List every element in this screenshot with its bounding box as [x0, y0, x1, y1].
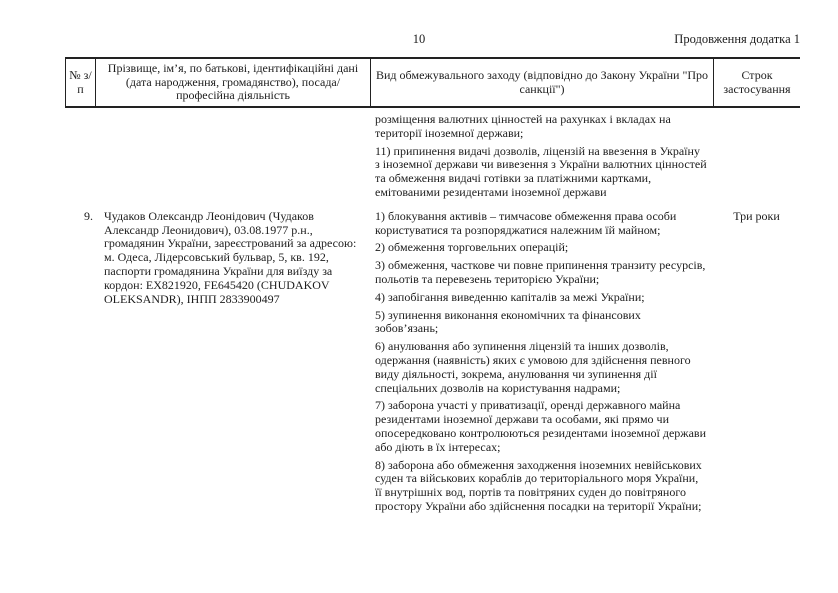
measure-paragraph: 5) зупинення виконання економічних та фінансових зобов’язань;: [375, 307, 641, 336]
row-number-cell: [65, 108, 95, 113]
column-header-term: Строк застосування: [713, 59, 800, 106]
measure-paragraph: 1) блокування активів – тимчасове обмеження права особи користуватися та розпоряджатися належним їй майном;: [375, 208, 677, 237]
person-cell: Чудаков Олександр Леонідович (Чудаков Александр Леонидович), 03.08.1977 р.н., громадянин України, зареєстрований за адресою: м. Одеса, Лідерсовський бульвар, 5, кв. 192, паспорти громадянина України для виїзду за кордон: EX821920, FE645420 (CHUDAKOV OLEKSANDR), ІНПП 2833900497: [104, 208, 357, 306]
column-header-measures: Вид обмежувального заходу (відповідно до Закону України "Про санкції"): [370, 59, 713, 106]
measure-paragraph: 8) заборона або обмеження заходження іноземних невійськових суден та військових кораблів до територіального моря України, її внутрішніх вод, портів та повітряних суден до повітряного простору України або здійснення посадки на території України;: [375, 457, 702, 513]
row-number-cell: 9.: [84, 208, 93, 223]
measures-cell: [370, 210, 713, 518]
measures-cell: [370, 108, 713, 204]
table-header-row: [65, 57, 800, 108]
person-cell: [95, 108, 370, 113]
measure-paragraph: 11) припинення видачі дозволів, ліцензій на ввезення в Україну з іноземної держави чи вивезення з України валютних цінностей та обмеження видачі готівки за платіжними картками, емітованими резидентами іноземної держави: [375, 143, 707, 199]
measure-paragraph: розміщення валютних цінностей на рахунках і вкладах на території іноземної держави;: [375, 112, 671, 140]
measure-paragraph: 2) обмеження торговельних операцій;: [375, 240, 569, 255]
measure-paragraph: 7) заборона участі у приватизації, оренді державного майна резидентами іноземної держави та особами, які прямо чи опосередковано контролюються резидентами іноземної держави або діють в їх інтересах;: [375, 398, 706, 454]
measure-paragraph: 6) анулювання або зупинення ліцензій та інших дозволів, одержання (наявність) яких є умовою для здійснення певного виду діяльності, зокрема, анулювання чи зупинення дії спеціальних дозволів на користування надрами;: [375, 339, 691, 395]
page-header: [0, 32, 838, 47]
continuation-note: Продовження додатка 1: [674, 32, 800, 46]
sanctions-table: [65, 57, 800, 518]
term-cell: Три роки: [733, 208, 780, 223]
page-number: 10: [412, 32, 426, 46]
column-header-num: № з/п: [65, 59, 95, 106]
column-header-person: Прізвище, ім’я, по батькові, ідентифікаційні дані (дата народження, громадянство), посада/професійна діяльність: [95, 59, 370, 106]
measure-paragraph: 4) запобігання виведенню капіталів за межі України;: [375, 289, 645, 304]
table-row-9: [65, 210, 800, 518]
term-cell: [713, 108, 800, 113]
measure-paragraph: 3) обмеження, часткове чи повне припинення транзиту ресурсів, польотів та перевезень територією України;: [375, 258, 706, 286]
table-row-continuation: [65, 108, 800, 204]
